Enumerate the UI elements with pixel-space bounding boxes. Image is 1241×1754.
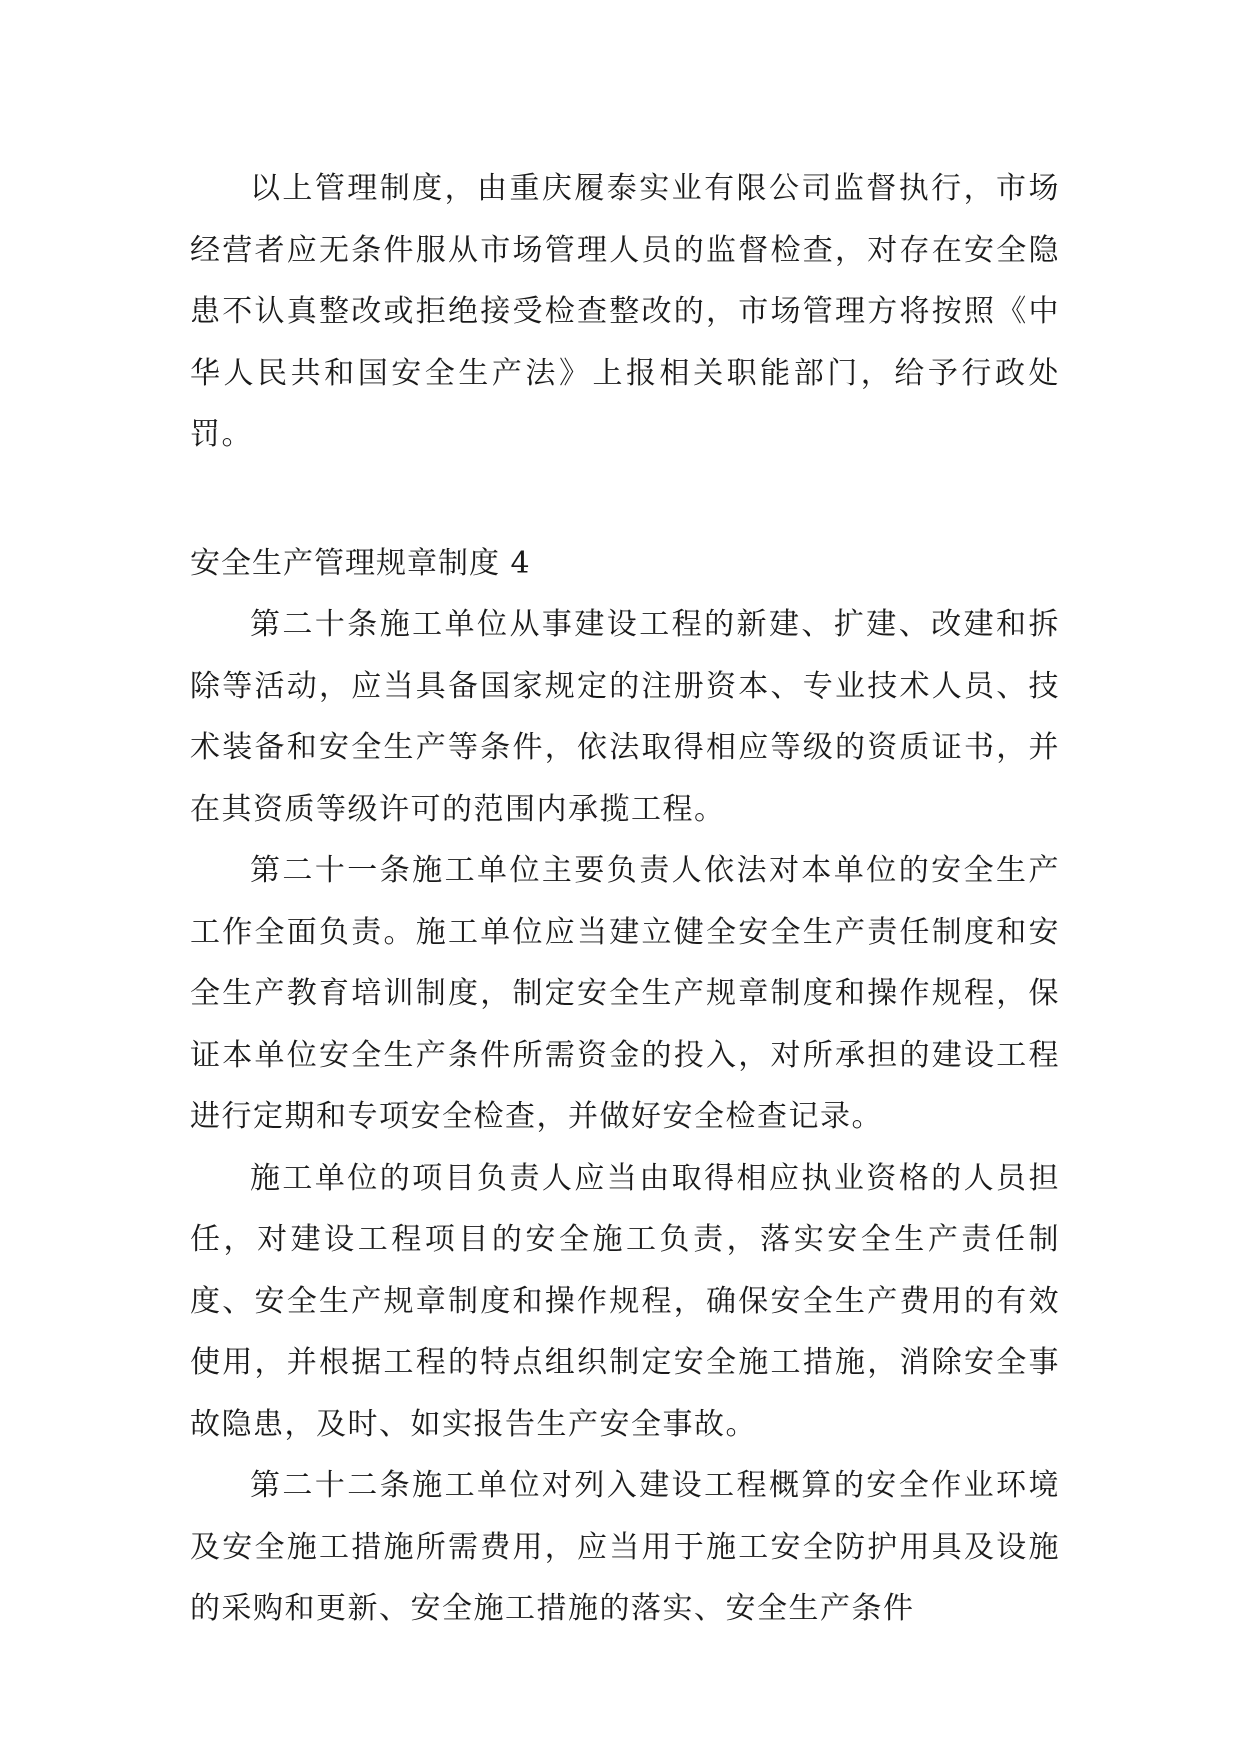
project-leader-paragraph: 施工单位的项目负责人应当由取得相应执业资格的人员担任，对建设工程项目的安全施工负责，落实安全生产责任制度、安全生产规章制度和操作规程，确保安全生产费用的有效使用，并根据工程的特点组织制定安全施工措施，消除安全事故隐患，及时、如实报告生产安全事故。 [190, 1160, 1060, 1442]
intro-paragraph: 以上管理制度，由重庆履泰实业有限公司监督执行，市场经营者应无条件服从市场管理人员的监督检查，对存在安全隐患不认真整改或拒绝接受检查整改的，市场管理方将按照《中华人民共和国安全生产法》上报相关职能部门，给予行政处罚。 [190, 171, 1060, 452]
document-body [190, 158, 1060, 1640]
article-20-paragraph: 第二十条施工单位从事建设工程的新建、扩建、改建和拆除等活动，应当具备国家规定的注册资本、专业技术人员、技术装备和安全生产等条件，依法取得相应等级的资质证书，并在其资质等级许可的范围内承揽工程。 [190, 607, 1060, 827]
article-22-paragraph: 第二十二条施工单位对列入建设工程概算的安全作业环境及安全施工措施所需费用，应当用于施工安全防护用具及设施的采购和更新、安全施工措施的落实、安全生产条件 [190, 1468, 1060, 1626]
section-title: 安全生产管理规章制度 4 [190, 545, 531, 581]
article-21-paragraph: 第二十一条施工单位主要负责人依法对本单位的安全生产工作全面负责。施工单位应当建立健全安全生产责任制度和安全生产教育培训制度，制定安全生产规章制度和操作规程，保证本单位安全生产条件所需资金的投入，对所承担的建设工程进行定期和专项安全检查，并做好安全检查记录。 [190, 853, 1060, 1134]
